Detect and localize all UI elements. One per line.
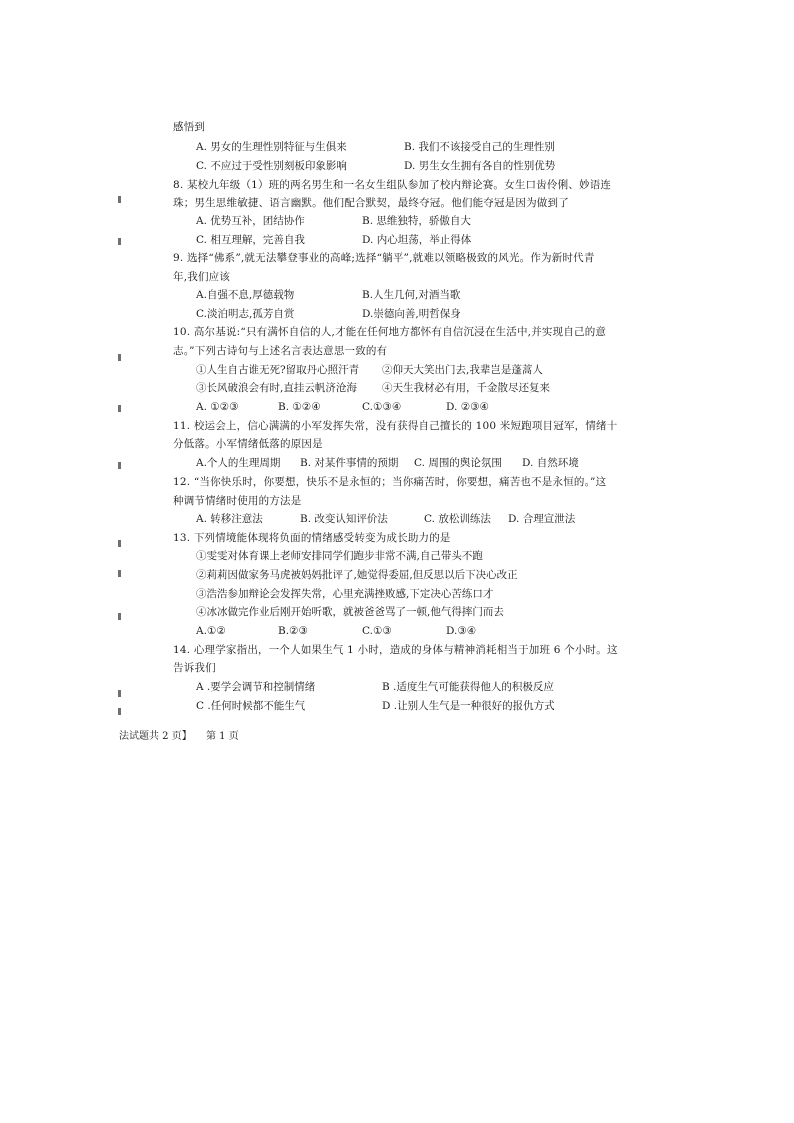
q10-option-b: B. ①②④ <box>278 401 321 413</box>
q8-option-c: C. 相互理解，完善自我 <box>196 234 305 246</box>
q12-option-c: C. 放松训练法 <box>424 513 491 525</box>
q7-option-d: D. 男生女生拥有各自的性别优势 <box>404 160 556 172</box>
q13-statement-4: ④冰冰做完作业后刚开始听歌，就被爸爸骂了一顿,他气得摔门而去 <box>196 606 504 618</box>
q9-stem-line2: 年,我们应该 <box>173 271 231 283</box>
footer-total-pages: 法试题共 2 页】 <box>119 731 192 742</box>
q12-option-a: A. 转移注意法 <box>196 513 263 525</box>
q14-option-a: A .要学会调节和控制情绪 <box>196 681 316 693</box>
footer-page-number: 第 1 页 <box>206 731 239 742</box>
q11-option-d: D. 自然环境 <box>522 457 579 469</box>
q14-option-b: B .适度生气可能获得他人的积极反应 <box>382 681 554 693</box>
q13-stem-line1: 13. 下列情境能体现将负面的情绪感受转变为成长助力的是 <box>173 532 451 544</box>
q12-option-b: B. 改变认知评价法 <box>300 513 388 525</box>
q9-option-c: C.淡泊明志,孤芳自赏 <box>196 308 295 320</box>
q11-option-b: B. 对某件事情的预期 <box>300 457 399 469</box>
q11-option-a: A.个人的生理周期 <box>196 457 281 469</box>
q14-option-c: C .任何时候都不能生气 <box>196 700 306 712</box>
q12-stem-line2: 种调节情绪时使用的方法是 <box>173 495 302 507</box>
q10-statement-3: ③长风破浪会有时,直挂云帆济沧海 <box>196 382 357 394</box>
q11-option-c: C. 周围的舆论氛围 <box>414 457 502 469</box>
binding-mark <box>118 613 121 620</box>
binding-mark <box>118 708 121 715</box>
q7-option-b: B. 我们不该接受自己的生理性别 <box>404 141 555 153</box>
q11-stem-line1: 11. 校运会上，信心满满的小军发挥失常，没有获得自己擅长的 100 米短跑项目冠军，情绪十 <box>173 420 618 432</box>
q7-option-c: C. 不应过于受性别刻板印象影响 <box>196 160 347 172</box>
q13-option-c: C.①③ <box>362 625 392 637</box>
question-stem-continuation: 感悟到 <box>173 121 206 133</box>
q8-option-b: B. 思维独特，骄傲自大 <box>362 215 471 227</box>
q10-option-a: A. ①②③ <box>196 401 239 413</box>
q14-stem-line1: 14. 心理学家指出，一个人如果生气 1 小时，造成的身体与精神消耗相当于加班 6 个小时。这 <box>173 644 618 656</box>
q13-statement-3: ③浩浩参加辩论会发挥失常，心里充满挫败感,下定决心苦练口才 <box>196 588 494 600</box>
q10-stem-line2: 志。”下列古诗句与上述名言表达意思一致的有 <box>173 345 388 357</box>
q12-option-d: D. 合理宣泄法 <box>508 513 576 525</box>
q10-statement-1: ①人生自古谁无死?留取丹心照汗青 <box>196 364 360 376</box>
q10-statement-2: ②仰天大笑出门去,我辈岂是蓬蒿人 <box>382 364 543 376</box>
q13-option-d: D.③④ <box>446 625 477 637</box>
q9-stem-line1: 9. 选择“佛系”,就无法攀登事业的高峰;选择“躺平”,就难以领略极致的风光。作为新时代青 <box>173 252 595 264</box>
binding-mark <box>118 690 121 697</box>
q10-statement-4: ④天生我材必有用，千金散尽还复来 <box>382 382 550 394</box>
q10-option-c: C.①③④ <box>362 401 402 413</box>
binding-mark <box>118 238 121 245</box>
q9-option-b: B.人生几何,对酒当歌 <box>362 289 461 301</box>
binding-mark <box>118 540 121 547</box>
q8-option-d: D. 内心坦荡，举止得体 <box>362 234 472 246</box>
q13-option-a: A.①② <box>196 625 226 637</box>
q13-option-b: B.②③ <box>278 625 308 637</box>
q7-option-a: A. 男女的生理性别特征与生俱来 <box>196 141 347 153</box>
q14-stem-line2: 告诉我们 <box>173 662 216 674</box>
binding-mark <box>118 570 121 577</box>
q10-stem-line1: 10. 高尔基说:“只有满怀自信的人,才能在任何地方都怀有自信沉浸在生活中,并实现自己的意 <box>173 326 607 338</box>
q10-option-d: D. ②③④ <box>446 401 489 413</box>
q9-option-a: A.自强不息,厚德载物 <box>196 289 295 301</box>
q14-option-d: D .让别人生气是一种很好的报仇方式 <box>382 700 555 712</box>
q11-stem-line2: 分低落。小军情绪低落的原因是 <box>173 438 323 450</box>
binding-mark <box>118 196 121 203</box>
q8-option-a: A. 优势互补，团结协作 <box>196 215 305 227</box>
q9-option-d: D.崇德向善,明哲保身 <box>362 308 461 320</box>
binding-mark <box>118 405 121 412</box>
q12-stem-line1: 12. “当你快乐时，你要想，快乐不是永恒的；当你痛苦时，你要想，痛苦也不是永恒的。”这 <box>173 476 607 488</box>
q8-stem-line2: 珠；男生思维敏捷、语言幽默。他们配合默契，最终夺冠。他们能夺冠是因为做到了 <box>173 197 569 209</box>
q8-stem-line1: 8. 某校九年级（1）班的两名男生和一名女生组队参加了校内辩论赛。女生口齿伶俐、妙语连 <box>173 179 612 191</box>
binding-mark <box>118 354 121 361</box>
q13-statement-1: ①雯雯对体育课上老师安排同学们跑步非常不满,自己带头不跑 <box>196 550 483 562</box>
q13-statement-2: ②莉莉因做家务马虎被妈妈批评了,她觉得委屈,但反思以后下决心改正 <box>196 569 518 581</box>
binding-mark <box>118 462 121 469</box>
